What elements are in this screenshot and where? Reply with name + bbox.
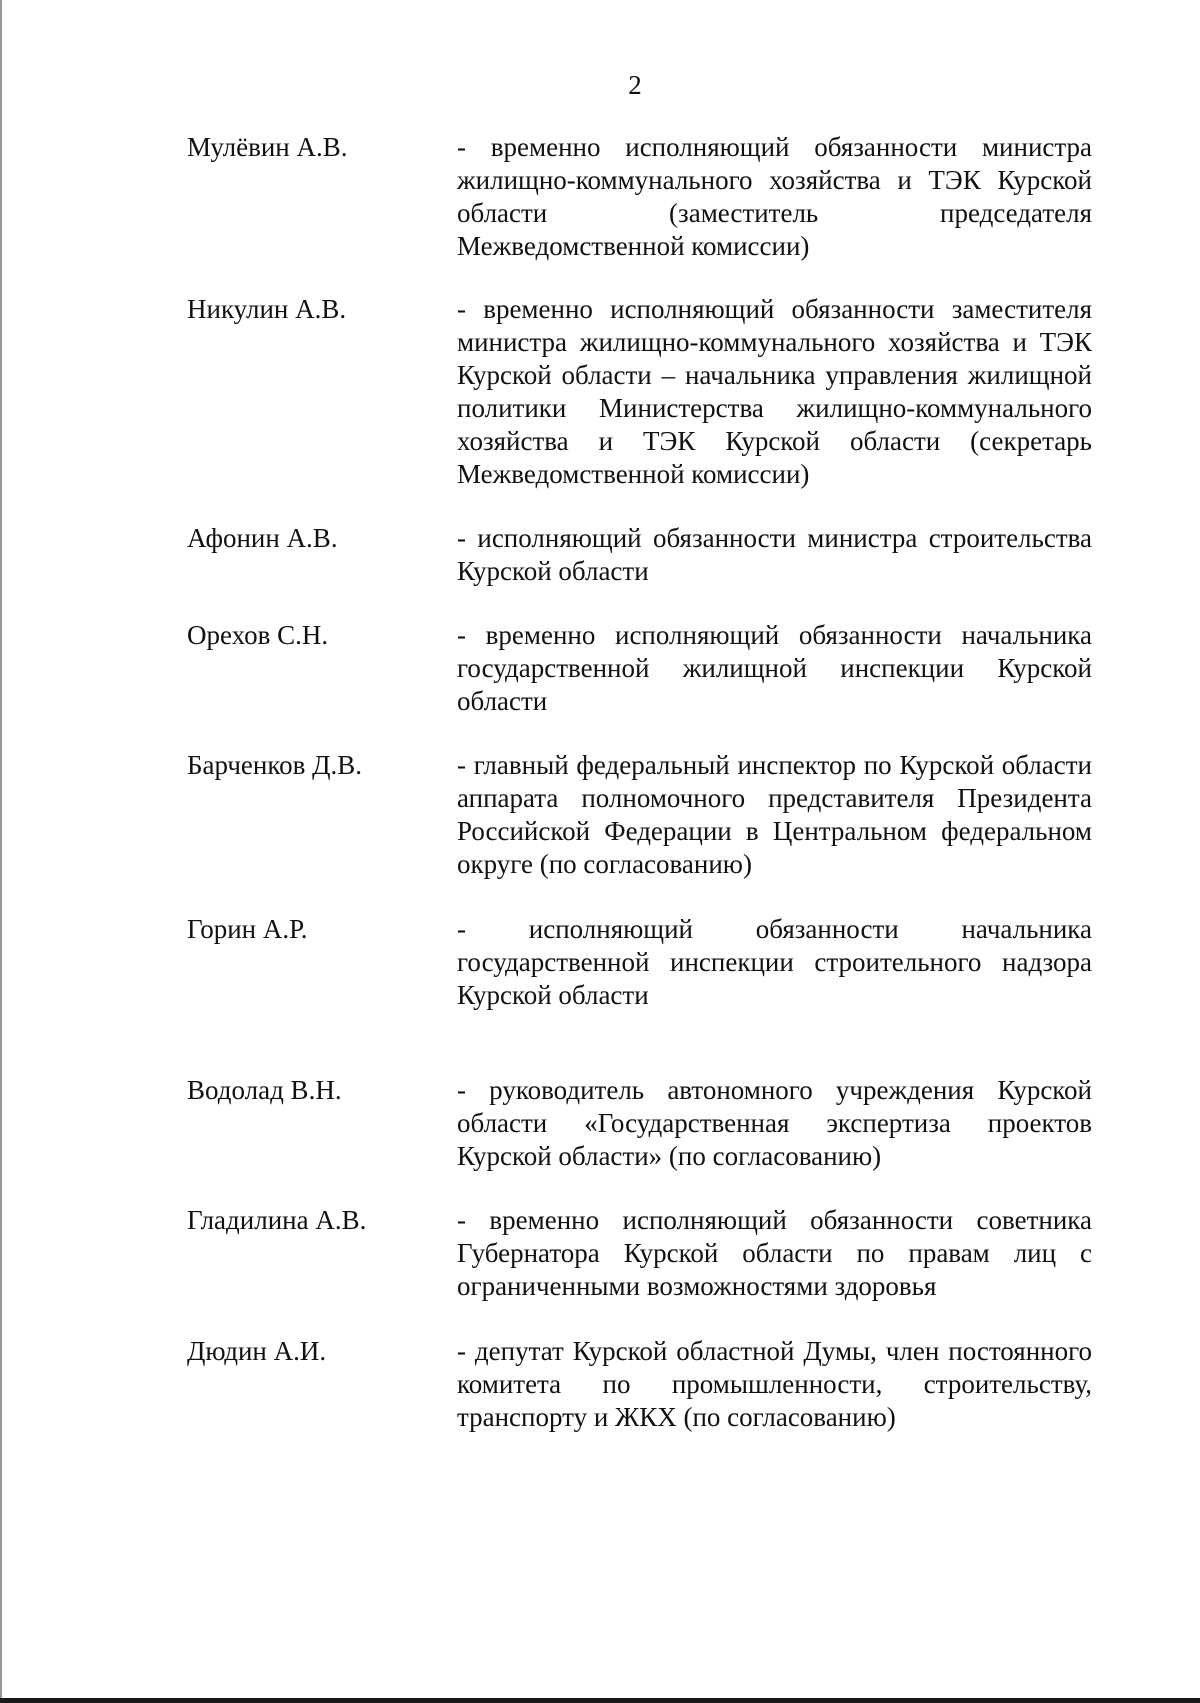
- scan-bottom-edge: [0, 1698, 1200, 1703]
- member-name: Никулин А.В.: [187, 294, 347, 324]
- member-name: Афонин А.В.: [187, 523, 338, 553]
- member-role: - временно исполняющий обязанности начальника государственной жилищной инспекции Курской области: [457, 620, 1092, 716]
- member-name: Водолад В.Н.: [187, 1075, 342, 1105]
- scan-left-edge: [0, 0, 2, 1703]
- member-name: Барченков Д.В.: [187, 750, 362, 780]
- member-name: Дюдин А.И.: [187, 1336, 327, 1366]
- member-role: - руководитель автономного учреждения Курской области «Государственная экспертиза проектов Курской области» (по согласованию): [457, 1075, 1092, 1171]
- member-role: - депутат Курской областной Думы, член постоянного комитета по промышленности, строительству, транспорту и ЖКХ (по согласованию): [457, 1336, 1092, 1432]
- member-role: - главный федеральный инспектор по Курской области аппарата полномочного представителя Президента Российской Федерации в Центральном федеральном округе (по согласованию): [457, 750, 1092, 879]
- page-number: 2: [628, 70, 642, 100]
- member-role: - исполняющий обязанности начальника государственной инспекции строительного надзора Курской области: [457, 914, 1092, 1010]
- member-name: Орехов С.Н.: [187, 620, 329, 650]
- member-role: - временно исполняющий обязанности советника Губернатора Курской области по правам лиц с ограниченными возможностями здоровья: [457, 1205, 1092, 1301]
- member-role: - временно исполняющий обязанности министра жилищно-коммунального хозяйства и ТЭК Курской области (заместитель председателя Межведомственной комиссии): [457, 132, 1092, 261]
- member-name: Горин А.Р.: [187, 914, 308, 944]
- member-name: Гладилина А.В.: [187, 1205, 367, 1235]
- member-role: - временно исполняющий обязанности заместителя министра жилищно-коммунального хозяйства и ТЭК Курской области – начальника управления жилищной политики Министерства жилищно-коммунального хозяйства и ТЭК Курской области (секретарь Межведомственной комиссии): [457, 294, 1092, 489]
- member-name: Мулёвин А.В.: [187, 132, 348, 162]
- member-role: - исполняющий обязанности министра строительства Курской области: [457, 523, 1092, 586]
